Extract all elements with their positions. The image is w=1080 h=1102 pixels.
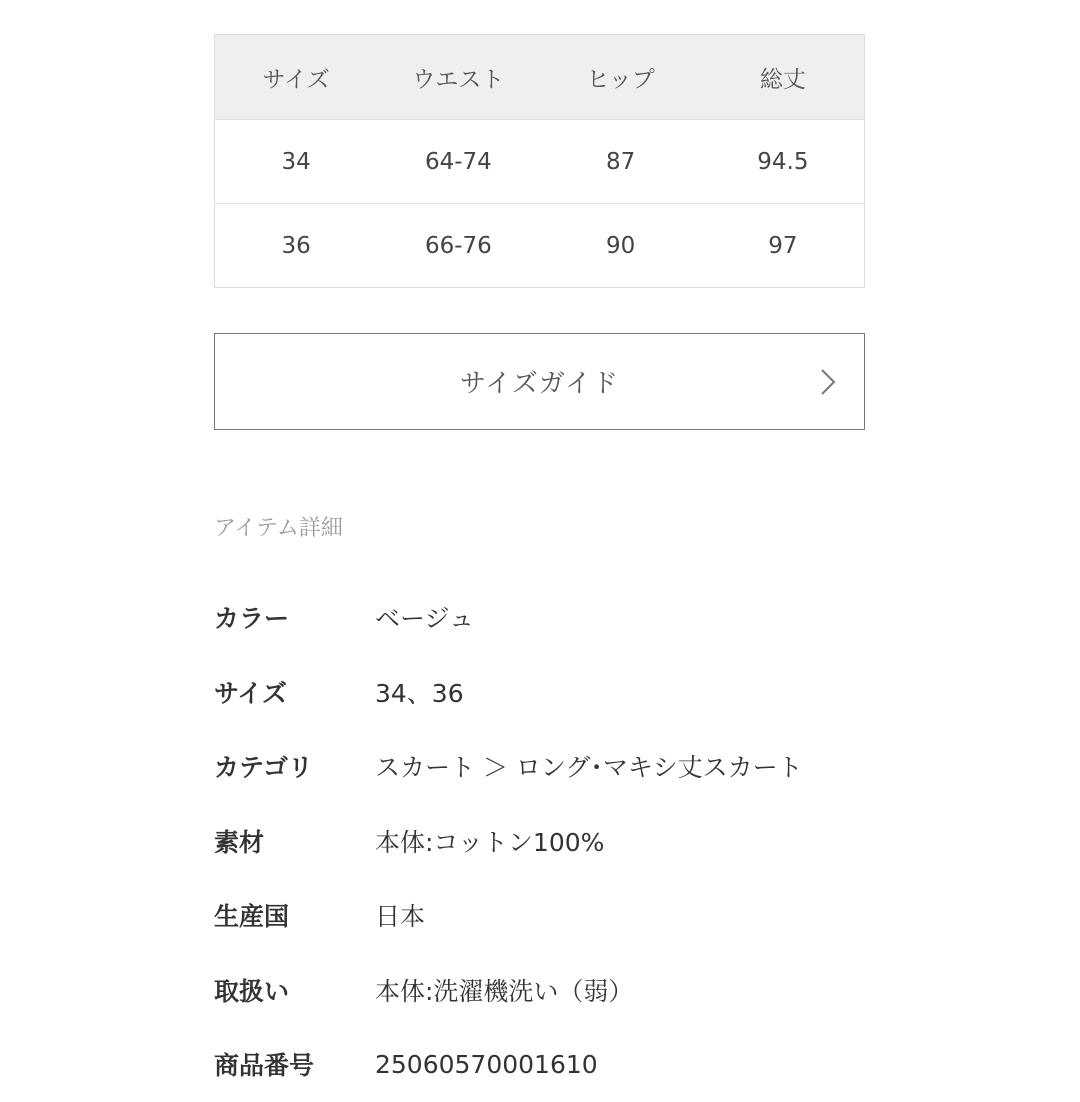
detail-value: 日本 (375, 902, 426, 932)
detail-row-material (214, 804, 865, 879)
cell-size: 36 (281, 232, 311, 259)
item-details-heading: アイテム詳細 (214, 516, 343, 541)
cell-hip: 90 (605, 232, 636, 259)
detail-row-color (214, 580, 865, 655)
header-waist: ウエスト (412, 66, 505, 93)
detail-key: カラー (214, 604, 290, 634)
detail-key: 商品番号 (214, 1051, 315, 1081)
table-row (215, 119, 864, 203)
detail-row-country (214, 878, 865, 953)
cell-waist: 64-74 (424, 148, 492, 175)
detail-key: 素材 (214, 827, 265, 857)
size-table-header (215, 35, 864, 119)
detail-value: 25060570001610 (375, 1049, 598, 1079)
detail-value: 本体:コットン100% (375, 827, 605, 857)
detail-value: スカート ＞ ロング･マキシ丈スカート (375, 753, 803, 783)
chevron-right-icon (820, 368, 836, 396)
cell-length: 94.5 (757, 148, 809, 175)
detail-key: 生産国 (214, 902, 290, 932)
detail-row-product-number (214, 1027, 865, 1102)
cell-waist: 66-76 (424, 232, 492, 259)
detail-value: 34、36 (375, 678, 464, 708)
cell-length: 97 (768, 232, 798, 259)
header-length: 総丈 (759, 66, 806, 93)
detail-row-category (214, 729, 865, 804)
detail-value: ベージュ (375, 604, 475, 634)
size-guide-label: サイズガイド (459, 369, 620, 399)
cell-hip: 87 (605, 148, 636, 175)
size-guide-button[interactable] (214, 333, 865, 430)
detail-value: 本体:洗濯機洗い（弱） (375, 976, 634, 1006)
item-details-list (214, 580, 865, 1102)
size-table (214, 34, 865, 288)
detail-key: 取扱い (214, 976, 290, 1006)
detail-key: サイズ (214, 678, 288, 708)
detail-row-care (214, 953, 865, 1028)
cell-size: 34 (281, 148, 311, 175)
table-row (215, 203, 864, 287)
product-info-section (214, 34, 865, 1102)
header-size: サイズ (262, 66, 330, 93)
header-hip: ヒップ (586, 66, 655, 93)
detail-key: カテゴリ (214, 753, 314, 783)
detail-row-size (214, 655, 865, 730)
